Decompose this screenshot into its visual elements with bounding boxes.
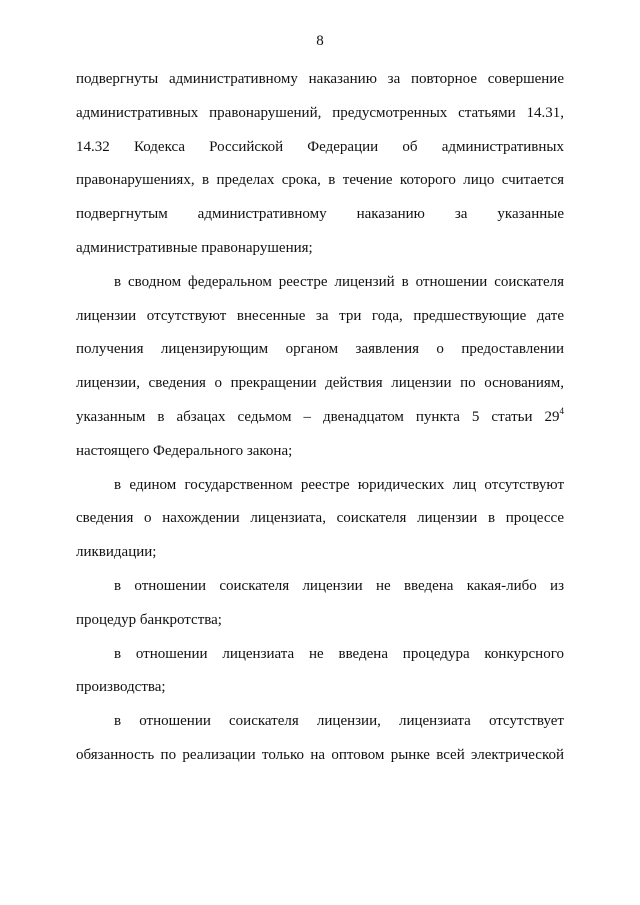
- text-line: настоящего Федерального закона;: [76, 442, 293, 459]
- paragraph-first-line: в отношении соискателя лицензии не введена какая-либо из: [114, 577, 564, 594]
- paragraph-first-line: в отношении лицензиата не введена процедура конкурсного: [114, 645, 564, 662]
- text-line: 14.32 Кодекса Российской Федерации об административных: [76, 138, 564, 155]
- text-line: сведения о нахождении лицензиата, соискателя лицензии в процессе: [76, 510, 564, 527]
- paragraph-first-line: в едином государственном реестре юридических лиц отсутствуют: [114, 476, 564, 493]
- text-line: ликвидации;: [76, 544, 157, 561]
- text-line: обязанность по реализации только на оптовом рынке всей электрической: [76, 746, 564, 763]
- text-line: правонарушениях, в пределах срока, в течение которого лицо считается: [76, 172, 564, 189]
- superscript-number: 4: [559, 405, 564, 416]
- page-number: 8: [316, 33, 324, 49]
- paragraph-first-line: в сводном федеральном реестре лицензий в отношении соискателя: [114, 273, 564, 290]
- text-line: процедур банкротства;: [76, 611, 222, 628]
- text-line: лицензии отсутствуют внесенные за три года, предшествующие дате: [76, 307, 564, 324]
- paragraph-first-line: в отношении соискателя лицензии, лицензиата отсутствует: [114, 713, 564, 730]
- text-line: производства;: [76, 679, 166, 696]
- text-line: административных правонарушений, предусмотренных статьями 14.31,: [76, 104, 564, 121]
- document-body: [76, 68, 564, 778]
- text-line: административные правонарушения;: [76, 239, 313, 256]
- text-segment: указанным в абзацах седьмом – двенадцатом пункта 5 статьи 29: [76, 408, 560, 425]
- text-line: получения лицензирующим органом заявления о предоставлении: [76, 341, 564, 358]
- text-line: подвергнутым административному наказанию за указанные: [76, 206, 564, 223]
- text-line-with-superscript: [76, 406, 564, 428]
- text-line: лицензии, сведения о прекращении действия лицензии по основаниям,: [76, 375, 564, 392]
- text-line: подвергнуты административному наказанию за повторное совершение: [76, 71, 564, 87]
